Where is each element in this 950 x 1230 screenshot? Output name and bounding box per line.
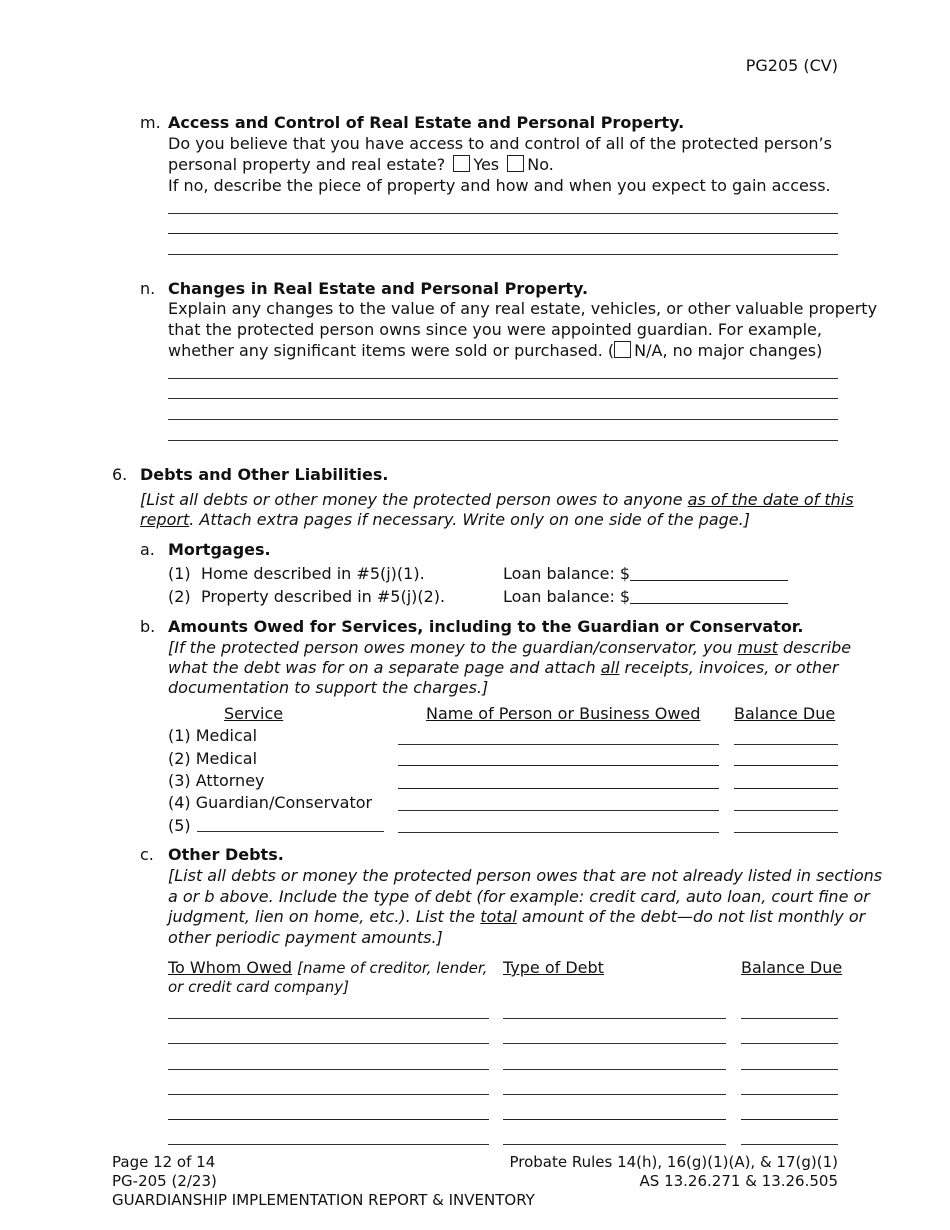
service-row-2: (2) Medical: [168, 749, 258, 768]
mortgage-1-num: (1): [168, 564, 191, 583]
mortgage-1-balance-label: Loan balance: $: [503, 564, 631, 583]
debt-balance-line-4[interactable]: [741, 1094, 838, 1095]
section-m-line3: If no, describe the piece of property and how and when you expect to gain access.: [168, 176, 831, 195]
col-name-header: Name of Person or Business Owed: [426, 704, 701, 723]
section-c-instr-1: [List all debts or money the protected person owes that are not already listed in sections: [168, 866, 883, 885]
col-type-header: Type of Debt: [503, 958, 604, 977]
section-n-letter: n.: [140, 279, 156, 298]
section-b-instr-1: [168, 638, 851, 658]
owed-name-line-4[interactable]: [398, 810, 719, 811]
section-c-instr-2: a or b above. Include the type of debt (for example: credit card, auto loan, court fine or: [168, 887, 870, 906]
section-c-instr-3: [168, 907, 865, 927]
balance-line-1[interactable]: [734, 744, 838, 745]
footer-rules-1: Probate Rules 14(h), 16(g)(1)(A), & 17(g)(1): [509, 1153, 838, 1171]
section-n-answer-line-1[interactable]: [168, 378, 838, 379]
instr-must: must: [737, 638, 778, 657]
form-code: PG205 (CV): [745, 56, 838, 75]
creditor-line-2[interactable]: [168, 1043, 489, 1044]
creditor-line-4[interactable]: [168, 1094, 489, 1095]
section-m-answer-line-2[interactable]: [168, 233, 838, 234]
section-6-number: 6.: [112, 465, 128, 484]
debt-balance-line-6[interactable]: [741, 1144, 838, 1145]
section-n-title: Changes in Real Estate and Personal Property.: [168, 279, 589, 298]
col-whom-note: [name of creditor, lender,: [297, 959, 488, 977]
mortgage-2-balance: [503, 587, 788, 607]
section-m-line2: [168, 155, 554, 175]
col-whom-note-2: or credit card company]: [168, 978, 349, 996]
section-c-title: Other Debts.: [168, 845, 284, 864]
section-m-letter: m.: [140, 113, 161, 132]
section-m-answer-line-1[interactable]: [168, 213, 838, 214]
balance-line-2[interactable]: [734, 765, 838, 766]
instr-text: amount of the debt—do not list monthly or: [516, 907, 866, 926]
debt-type-line-3[interactable]: [503, 1069, 726, 1070]
instr-text: judgment, lien on home, etc.). List the: [168, 907, 481, 926]
section-c-letter: c.: [140, 845, 154, 864]
section-a-title: Mortgages.: [168, 540, 271, 559]
intro-underlined-report: report: [140, 510, 190, 529]
debt-balance-line-5[interactable]: [741, 1119, 838, 1120]
no-label: No.: [527, 155, 554, 174]
mortgage-1-balance-field[interactable]: [630, 566, 788, 581]
section-n-answer-line-2[interactable]: [168, 398, 838, 399]
service-row-5-field[interactable]: [197, 831, 384, 832]
col-service-header: Service: [224, 704, 284, 723]
instr-total: total: [480, 907, 517, 926]
instr-text: what the debt was for on a separate page and attach: [168, 658, 601, 677]
col-balance-header: Balance Due: [734, 704, 836, 723]
creditor-line-1[interactable]: [168, 1018, 489, 1019]
na-checkbox[interactable]: [614, 341, 631, 358]
section-m-answer-line-3[interactable]: [168, 254, 838, 255]
creditor-line-5[interactable]: [168, 1119, 489, 1120]
mortgage-1-balance: [503, 564, 788, 584]
debt-type-line-6[interactable]: [503, 1144, 726, 1145]
intro-underlined: as of the date of this: [687, 490, 854, 509]
owed-name-line-3[interactable]: [398, 788, 719, 789]
section-m-line1: Do you believe that you have access to and control of all of the protected person’s: [168, 134, 832, 153]
col-whom-header: [168, 958, 487, 978]
debt-type-line-4[interactable]: [503, 1094, 726, 1095]
section-n-line1: Explain any changes to the value of any real estate, vehicles, or other valuable property: [168, 299, 878, 318]
debt-balance-line-2[interactable]: [741, 1043, 838, 1044]
section-b-title: Amounts Owed for Services, including to the Guardian or Conservator.: [168, 617, 804, 636]
no-checkbox[interactable]: [507, 155, 524, 172]
section-n-line3: [168, 341, 822, 361]
debt-balance-line-1[interactable]: [741, 1018, 838, 1019]
creditor-line-3[interactable]: [168, 1069, 489, 1070]
creditor-line-6[interactable]: [168, 1144, 489, 1145]
section-b-instr-2: [168, 658, 838, 678]
mortgage-2-balance-field[interactable]: [630, 589, 788, 604]
intro-text: [List all debts or other money the protected person owes to anyone: [140, 490, 688, 509]
section-6-intro-line1: [140, 490, 854, 510]
section-6-title: Debts and Other Liabilities.: [140, 465, 389, 484]
intro-text-2: . Attach extra pages if necessary. Write only on one side of the page.]: [189, 510, 750, 529]
mortgage-2-num: (2): [168, 587, 191, 606]
instr-text: receipts, invoices, or other: [619, 658, 839, 677]
owed-name-line-2[interactable]: [398, 765, 719, 766]
footer-form: PG-205 (2/23): [112, 1172, 217, 1190]
section-n-question: whether any significant items were sold or purchased. (: [168, 341, 615, 360]
debt-type-line-5[interactable]: [503, 1119, 726, 1120]
footer-rules-2: AS 13.26.271 & 13.26.505: [639, 1172, 838, 1190]
service-row-1: (1) Medical: [168, 726, 258, 745]
section-6-intro-line2: [140, 510, 750, 530]
mortgage-2-label: Property described in #5(j)(2).: [201, 587, 446, 606]
section-n-line2: that the protected person owns since you were appointed guardian. For example,: [168, 320, 822, 339]
section-c-instr-4: other periodic payment amounts.]: [168, 928, 443, 947]
mortgage-1-label: Home described in #5(j)(1).: [201, 564, 425, 583]
balance-line-5[interactable]: [734, 832, 838, 833]
owed-name-line-1[interactable]: [398, 744, 719, 745]
balance-line-4[interactable]: [734, 810, 838, 811]
debt-balance-line-3[interactable]: [741, 1069, 838, 1070]
footer-title: GUARDIANSHIP IMPLEMENTATION REPORT & INVENTORY: [112, 1191, 535, 1209]
section-m-question: personal property and real estate?: [168, 155, 446, 174]
yes-label: Yes: [473, 155, 500, 174]
section-n-answer-line-4[interactable]: [168, 440, 838, 441]
instr-all: all: [600, 658, 620, 677]
owed-name-line-5[interactable]: [398, 832, 719, 833]
service-row-4: (4) Guardian/Conservator: [168, 793, 373, 812]
section-m-title: Access and Control of Real Estate and Personal Property.: [168, 113, 685, 132]
yes-checkbox[interactable]: [453, 155, 470, 172]
instr-text: describe: [777, 638, 852, 657]
section-n-answer-line-3[interactable]: [168, 419, 838, 420]
col-whom-label: To Whom Owed: [168, 958, 293, 977]
mortgage-2-balance-label: Loan balance: $: [503, 587, 631, 606]
section-b-letter: b.: [140, 617, 156, 636]
service-row-3: (3) Attorney: [168, 771, 265, 790]
instr-text: [If the protected person owes money to the guardian/conservator, you: [168, 638, 738, 657]
balance-line-3[interactable]: [734, 788, 838, 789]
na-label: N/A, no major changes): [634, 341, 823, 360]
service-row-5: (5): [168, 816, 191, 835]
section-a-letter: a.: [140, 540, 155, 559]
debt-type-line-2[interactable]: [503, 1043, 726, 1044]
col-balance-header-c: Balance Due: [741, 958, 843, 977]
section-b-instr-3: documentation to support the charges.]: [168, 678, 489, 697]
footer-page: Page 12 of 14: [112, 1153, 216, 1171]
debt-type-line-1[interactable]: [503, 1018, 726, 1019]
